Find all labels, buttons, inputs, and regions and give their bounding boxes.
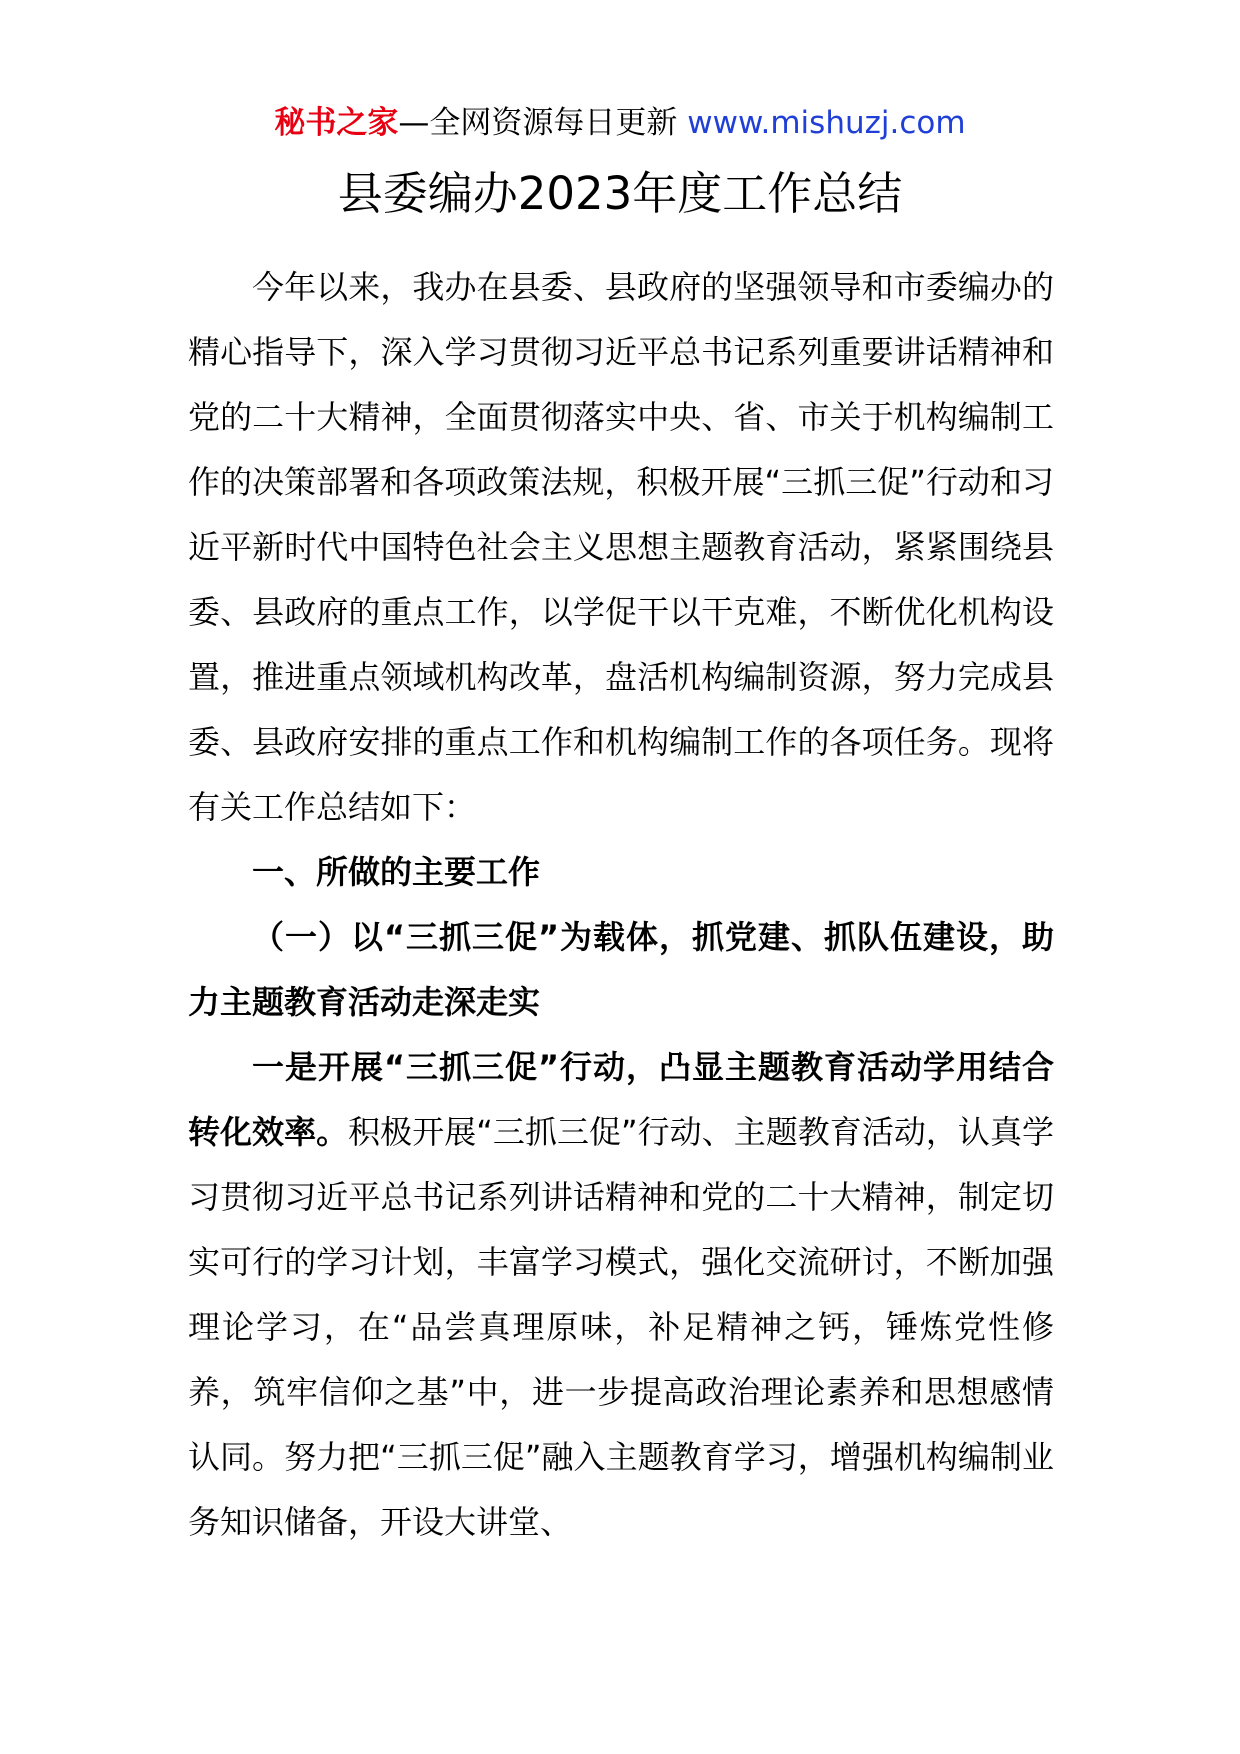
site-url[interactable]: www.mishuzj.com — [687, 105, 966, 141]
item-lead: 一是开展“三抓三促”行动，凸显主题教育活动学用结合转化效率。 — [188, 1048, 1054, 1151]
document-title: 县委编办2023年度工作总结 — [337, 167, 903, 220]
site-header — [0, 100, 1240, 146]
intro-paragraph: 今年以来，我办在县委、县政府的坚强领导和市委编办的精心指导下，深入学习贯彻习近平总书记系列重要讲话精神和党的二十大精神，全面贯彻落实中央、省、市关于机构编制工作的决策部署和各项政策法规，积极开展“三抓三促”行动和习近平新时代中国特色社会主义思想主题教育活动，紧紧围绕县委、县政府的重点工作，以学促干以干克难，不断优化机构设置，推进重点领域机构改革，盘活机构编制资源，努力完成县委、县政府安排的重点工作和机构编制工作的各项任务。现将有关工作总结如下： — [188, 268, 1054, 826]
header-slogan: —全网资源每日更新 — [398, 105, 688, 141]
subsection-heading: （一）以“三抓三促”为载体，抓党建、抓队伍建设，助力主题教育活动走深走实 — [188, 918, 1054, 1021]
item-body: 积极开展“三抓三促”行动、主题教育活动，认真学习贯彻习近平总书记系列讲话精神和党的二十大精神，制定切实可行的学习计划，丰富学习模式，强化交流研讨，不断加强理论学习，在“品尝真理原味，补足精神之钙，锤炼党性修养，筑牢信仰之基”中，进一步提高政治理论素养和思想感情认同。努力把“三抓三促”融入主题教育学习，增强机构编制业务知识储备，开设大讲堂、 — [188, 1113, 1054, 1541]
brand-name: 秘书之家 — [274, 105, 399, 141]
section-heading: 一、所做的主要工作 — [252, 853, 541, 891]
item-paragraph — [188, 1035, 1054, 1555]
document-body — [188, 255, 1054, 1555]
